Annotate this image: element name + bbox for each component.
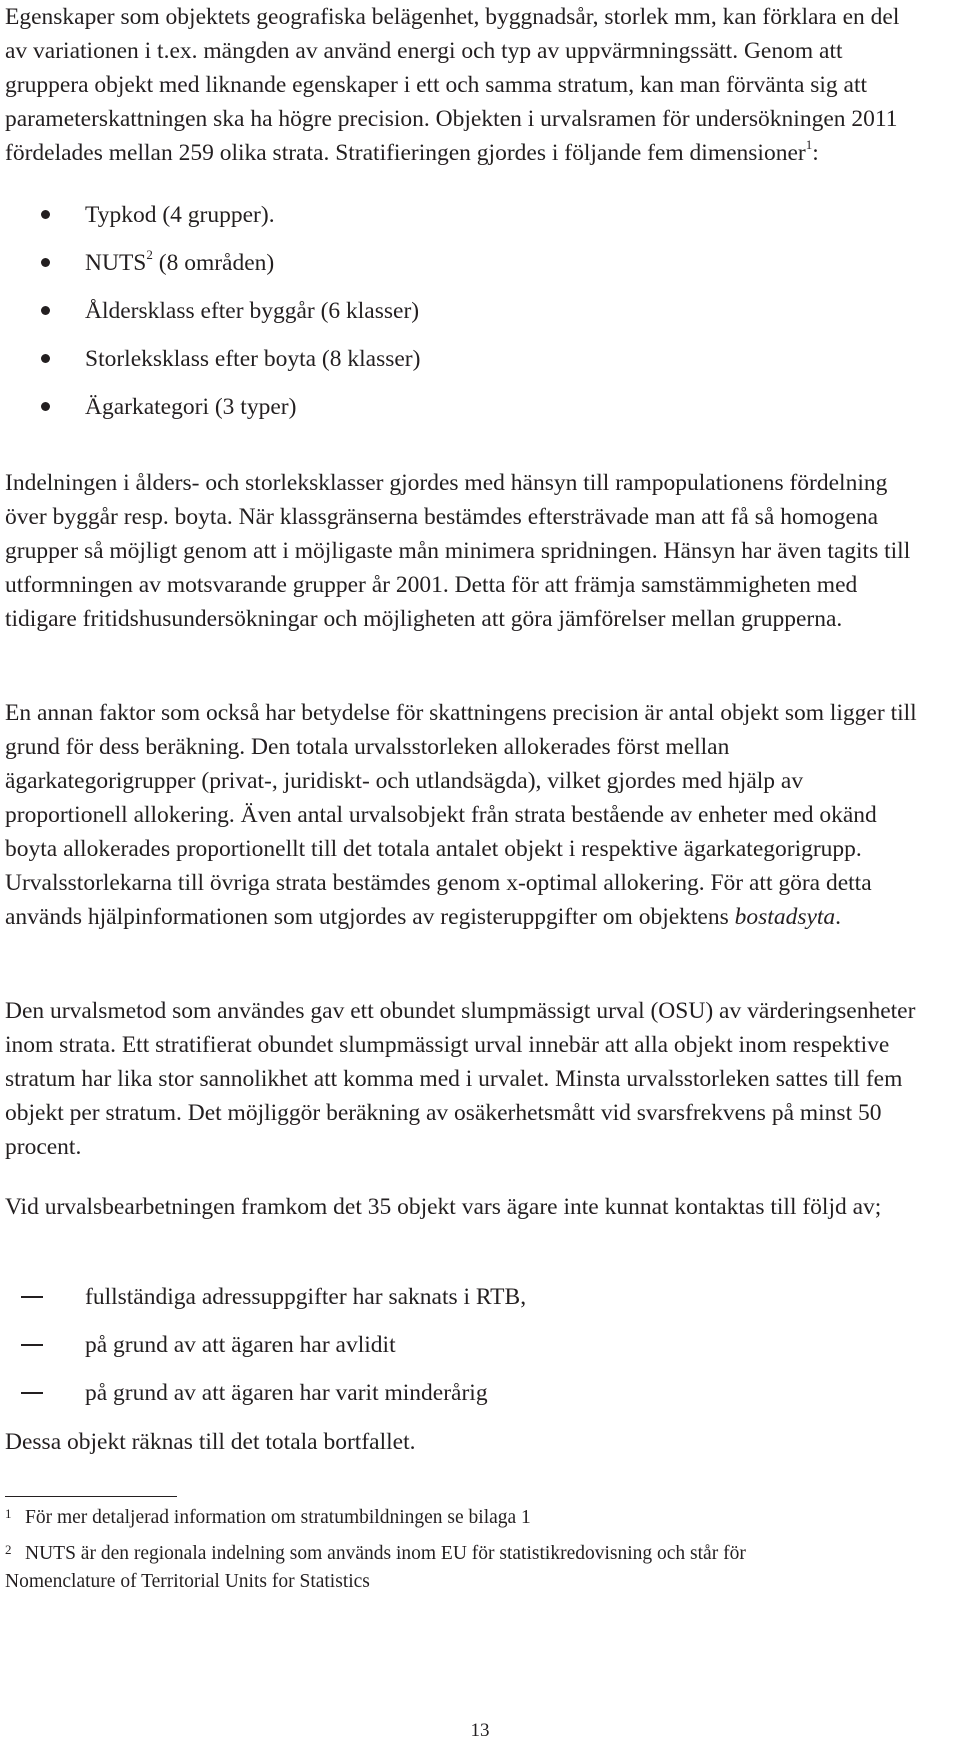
list-item: på grund av att ägaren har avlidit <box>5 1328 925 1376</box>
dash-icon <box>21 1296 43 1298</box>
intro-text-end: : <box>812 140 819 166</box>
paragraph-precision: En annan faktor som också har betydelse för skattningens precision är antal objekt som ligger till grund för dess beräkning. Den totala urvalsstorleken allokerades först mellan ägarkategorigrupper (privat-, juridiskt- och utlandsägda), vilket gjordes med hjälp av proportionell allokering. Även antal urvalsobjekt från strata bestående av enheter med okänd boyta allokerades proportionellt till det totala antalet objekt i respektive ägarkategorigrupp. Urvalsstorlekarna till övriga strata bestämdes genom x-optimal allokering. För att göra detta används hjälpinformationen som utgjordes av registeruppgifter om objektens bostadsyta. <box>5 700 917 930</box>
footnote-ref-2: 2 <box>146 247 153 263</box>
stratification-list <box>5 198 925 438</box>
paragraph-indelning: Indelningen i ålders- och storleksklasser gjordes med hänsyn till rampopulationens fördelning över byggår resp. boyta. När klassgränserna bestämdes eftersträvade man att få så homogena grupper så möjligt genom att i möjligaste mån minimera spridningen. Hänsyn har även tagits till utformningen av motsvarande grupper år 2001. Detta för att främja samstämmigheten med tidigare fritidshusundersökningar och möjligheten att göra jämförelser mellan grupperna. <box>5 470 911 632</box>
list-item: Storleksklass efter boyta (8 klasser) <box>5 342 925 390</box>
footnote-1 <box>5 1504 925 1532</box>
list-item: Ägarkategori (3 typer) <box>5 390 925 438</box>
intro-paragraph <box>5 0 925 170</box>
page-number: 13 <box>470 1720 490 1741</box>
bullet-icon <box>41 402 50 411</box>
bullet-icon <box>41 258 50 267</box>
emphasis-bostadsyta: bostadsyta <box>734 904 836 930</box>
list-item: Åldersklass efter byggår (6 klasser) <box>5 294 925 342</box>
footnote-text: För mer detaljerad information om stratumbildningen se bilaga 1 <box>25 1507 531 1528</box>
footnote-number: 1 <box>5 1506 12 1521</box>
footnote-number: 2 <box>5 1542 12 1557</box>
paragraph-bortfall: Dessa objekt räknas till det totala bortfallet. <box>5 1429 416 1455</box>
footnote-2 <box>5 1540 925 1596</box>
paragraph-urvalsmetod: Den urvalsmetod som användes gav ett obundet slumpmässigt urval (OSU) av värderingsenheter inom strata. Ett stratifierat obundet slumpmässigt urval innebär att alla objekt inom respektive stratum har lika stor sannolikhet att komma med i urvalet. Minsta urvalsstorleken sattes till fem objekt per stratum. Det möjliggör beräkning av osäkerhetsmått vid svarsfrekvens på minst 50 procent. <box>5 998 916 1160</box>
bullet-icon <box>41 354 50 363</box>
paragraph-bearbetning: Vid urvalsbearbetningen framkom det 35 objekt vars ägare inte kunnat kontaktas till följd av; <box>5 1194 882 1220</box>
dash-icon <box>21 1392 43 1394</box>
list-item: Typkod (4 grupper). <box>5 198 925 246</box>
footnote-divider <box>5 1496 177 1497</box>
footnote-text: NUTS är den regionala indelning som används inom EU för statistikredovisning och står för <box>25 1543 746 1564</box>
list-item: fullständiga adressuppgifter har saknats i RTB, <box>5 1280 925 1328</box>
intro-text: Egenskaper som objektets geografiska belägenhet, byggnadsår, storlek mm, kan förklara en del av variationen i t.ex. mängden av använd energi och typ av uppvärmningssätt. Genom att gruppera objekt med liknande egenskaper i ett och samma stratum, kan man förvänta sig att parameterskattningen ska ha högre precision. Objekten i urvalsramen för undersökningen 2011 fördelades mellan 259 olika strata. Stratifieringen gjordes i följande fem dimensioner <box>5 4 900 166</box>
footnote-ref-1: 1 <box>805 137 813 153</box>
bullet-icon <box>41 210 50 219</box>
bullet-icon <box>41 306 50 315</box>
reasons-list <box>5 1280 925 1424</box>
list-item: på grund av att ägaren har varit minderårig <box>5 1376 925 1424</box>
list-item: NUTS$^2$ (8 områden) <box>5 246 925 294</box>
footnote-text-continued: Nomenclature of Territorial Units for Statistics <box>5 1571 370 1592</box>
dash-icon <box>21 1344 43 1346</box>
